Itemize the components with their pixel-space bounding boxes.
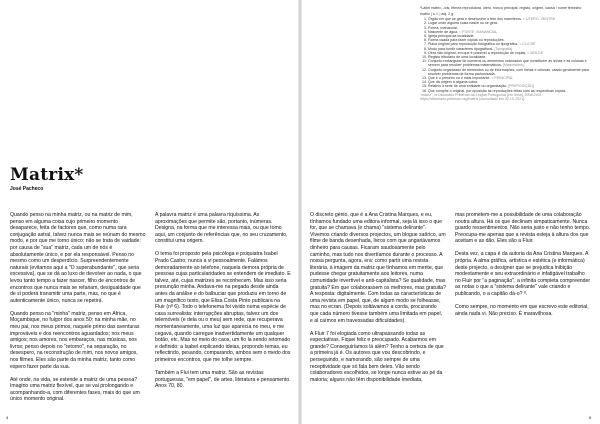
sense-note: = ÚTERO, VENTRE xyxy=(522,17,556,22)
definition-intro: *Latim matrix, -icis, fêmea reprodutora, útero, tronco principal, registo, origem, causa / nome feminino xyxy=(420,6,582,10)
body-paragraph: Desta vez, a capa é da autoria da Ana Cristina Marques. A própria. A alma gráfica, artística e estética (e informática) deste projecto, a designer que se prejudica inibição modestamente e seu extraordinário e infatigável trabalho no Fluir por "a paginação", a infinita completa compreender as notas o que a "sistema delirante" vale criando e publicando, o a capitão dá-o? ⁸. xyxy=(455,251,591,298)
body-paragraph: Como sempre, no momento em que escrevo este editorial, ainda nada vi. Não preciso. É maravilhosa. xyxy=(455,304,589,317)
body-paragraph: O tema foi proposto pela psicóloga e psiquiatra Isabel Prado Castro; nunca a vi pessoalmente. Falámos demoradamente ao telefone, naquela demora própria de pessoas cujas particularidades se entendem de imediato. E talvez, até, cujas matrizes se reconhecem. Mas isso seria presunção minha. Andava-me na pegada desde ainda antes da análise e do balbuciar que produziu em torno de um magnífico texto, que Elisa Costa Pinto publicara na Fluir (nº 6). Todo o telefonema foi vivido numa espécie de casa surrealista: interrupções abruptas, talvez um dos telemóveis (e dela ou o meu) sem rede, que recuperava momentaneamente, uma luz que aparecia no meu, e me cegava, quando carregue inadvertidamente um qualquer botão, etc. Mas no meio do caos, um fio la sendo retomado e definido: a Isabel explicando ideias, propondo temas, eu reflectindo, pesando, comparando, ambos sem o medo dos primeiros encontros, que me tolhe sempre. xyxy=(155,251,291,363)
page-number-right: 5 xyxy=(589,415,592,420)
dictionary-definition xyxy=(420,6,590,103)
article-author: José Pacheco xyxy=(10,186,44,192)
sense-text: Conjunto organizado de elementos ou de informações, com linhas e colunas, usado geralmente para resolver problemas de forma padronizada. xyxy=(428,67,589,76)
sense-note: [Tipografia] xyxy=(494,46,513,51)
text-column-1 xyxy=(10,212,146,410)
body-paragraph: O discreto génio, que é a Ana Cristina Marques, e eu, tínhamos fundado uma editora informal, seja lá isso o que for, que se chamava (e chama) "sistema delirante". Vivemos criando diversos projectos, um blogue satírico, um filme de banda desenhada, livros com que angariávamos dinheiro para causas. Ficaram saudosamente pelo caminho, mas tudo nos divertíamos durante o processo. A nossa pergunta, agora, era: como partir uma revista literária, à imagem da matriz que tínhamos em mente, que pudesse chegar gratuitamente aos leitores, numa comunidade invertível e anti-capitalista? Se qualidade, mas gratuita? Em que colaborassem os melhores, mas gratuita? A resposta: digitalmente. Com todas as características de uma revista em papel, que, de algum modo se folheasse, mas no ecran. (Depois soltávamos a corda, procurando que cada número tivesse também uma limitada em papel, e al caímos em travessadas dificuldades). xyxy=(310,212,447,324)
sense-note: [Matemática] xyxy=(502,63,524,68)
sense-text: Conjunto rectangular de números ou elementos ordenados que constituem as linhas e as colunas e servem para resolver problemas matemáticos. xyxy=(428,59,587,68)
body-paragraph: Também a Flui tem uma matriz. São as revistas portuguesas, "em papel", de artes, literatura e pensamento. Anos 70, 80. xyxy=(155,370,291,390)
text-column-4 xyxy=(455,212,591,324)
sense-note: = MOLDE xyxy=(527,50,544,55)
sense-text: Forma, manancial. xyxy=(428,25,458,30)
definition-entry: matriz | s. f. | adj. 2 g. xyxy=(420,11,455,16)
sense-text: Que é o primeiro ou o mais importante. xyxy=(428,76,491,81)
sense-text: Obra não original, em que é possível a reprodução de cópias. xyxy=(428,50,527,55)
sense-text: Que compõe o original, por oposição às reproduções feitas com as respectivas cópias. xyxy=(428,88,567,93)
body-paragraph: A Fluir 7 foi elogiada como ultrapassando todas as expectativas. Fiquei feliz e preocupado. Acabarmos em grande? Conseguiríamos lá além? Tenho a certeza de que a primeira já é. Os autores que vou descobrindo, e perseguindo, e namorando, são sempre de uma receptividade que só fala bem deles. Vão sendo colaboradores escolhidos, se longe nunca estive ao pé da maioria; alguns não têm disponibilidade imediata, xyxy=(310,330,444,383)
text-column-2 xyxy=(155,212,291,396)
sense-note: = CLICHÉ xyxy=(519,42,536,47)
article-title: Matrix* xyxy=(10,165,84,185)
definition-sense xyxy=(428,68,590,76)
definition-sense xyxy=(428,59,590,67)
definition-source: "matriz", in Dicionário Priberam da Língua Portuguesa [em linha], 2008-2021, https://dicionario.priberam.org/matriz [consultado em 02-10-2021]. xyxy=(420,92,543,102)
sense-text: Relativo à sede de uma entidade ou organização. xyxy=(428,84,508,89)
definition-senses xyxy=(420,17,590,93)
page-gutter xyxy=(298,0,302,424)
sense-note: = FONTE, MANANCIAL xyxy=(459,29,498,34)
body-paragraph: Até onde, na vida, se estende a matriz de uma pessoa? Imagino uma matriz flexível, que se vai prolongando e acompanhando-a, com diferentes fases, mais do que um único momento original. xyxy=(10,376,140,403)
body-paragraph: A palavra matriz é uma palavra riquíssima. As aproximações que permite são, portanto, inúmeras. Designa, na forma que me interessa mais, ou que tomo aqui, um conjunto de referências que, no seu cruzamento, constitui uma origem. xyxy=(155,212,288,245)
sense-text: Igreja principal da localidade. xyxy=(428,34,475,38)
sense-text: Placa original para reprodução fotográfica ou tipográfica. xyxy=(428,42,519,47)
body-paragraph: Quando penso na minha matriz, ou na matriz de mim, penso em alguma coisa cujo primeiro momento desaparece, feita de factores que, como numa rara conjugação astral, talvez nunca mais se reúnam do mesmo modo, e por que me torno único; não se trata de vaidade: por causa de "sua" matriz, cada um de nós é absolutamente único, e por ela responsável. Penso no mesmo como um desperdício. Surpreendentemente naturais (evitamos aqui a "O superabundante", que seria excessiva), que se dá ao luxo de devolver ao nada, o que levou tanto tempo a fazer nascer, filho de encontros de encontros que nunca mais se refariam, desigualdade que de si poderá transmitir uma parte, mas, no que é autenticamente único, nunca se repetirá. xyxy=(10,212,146,304)
sense-text: Registo tributário de uma localidade. xyxy=(428,55,487,60)
sense-text: Modo para fundir caracteres tipográficos. xyxy=(428,46,494,51)
sense-note: = PRINCIPAL xyxy=(491,76,514,81)
sense-text: Que dá origem a alguma coisa. xyxy=(428,80,478,85)
body-paragraph: Quando penso na "minha" matriz, penso em África, Moçambique, no fulgor dos anos 50; na minha mãe, no meu pai, nos meus primos, naquele primo das aventuras improváveis e dos reencontros aguardados; nos meus amigos; nos amores, nos embaraços, nas músicas, nos livros; penso depois no "retorno", na separação, no desespero, na reconstrução de mim, nos novos amigos, nos filmes. Eles são parte da minha matriz, tanto como espero fazer parte da sua. xyxy=(10,310,140,370)
body-paragraph: mas prometem-me a possibilidade de uma colaboração noutra altura. Há os que declinam simpaticamente. Nunca guardo ressentimentos. Não seria justo e não tenho tempo. Preocupa-me apenas que a revista esteja à altura dos que aceitam e as dão. Eles são a Fluir. xyxy=(455,212,591,245)
sense-text: Nascente de água. xyxy=(428,29,459,34)
sense-text: Órgão em que se gera e desenvolve o feto dos mamíferos. xyxy=(428,17,522,22)
text-column-3 xyxy=(310,212,446,390)
page-number-left: 4 xyxy=(6,415,9,420)
sense-note: [PREPOSIÇÃO] xyxy=(508,84,534,89)
sense-text: Lugar onde alguma coisa nasce ou se gera. xyxy=(428,21,498,26)
sense-text: Forma usada para fazer cópias ou reproduções. xyxy=(428,38,505,43)
